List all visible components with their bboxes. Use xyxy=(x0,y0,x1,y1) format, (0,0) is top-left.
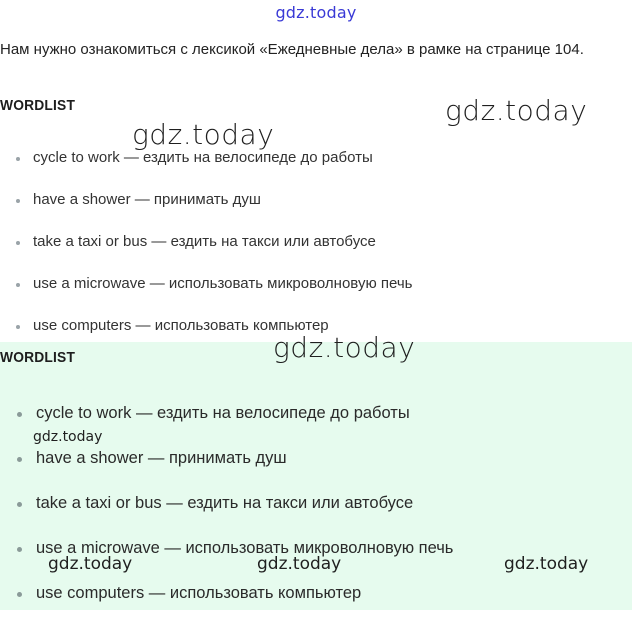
list-item: cycle to work — ездить на велосипеде до работы xyxy=(0,400,632,445)
list-item: take a taxi or bus — ездить на такси или автобусе xyxy=(0,490,632,535)
watermark: gdz.today xyxy=(33,429,103,445)
watermark: gdz.today xyxy=(504,554,589,574)
list-item: use a microwave — использовать микроволновую печь xyxy=(0,272,632,314)
watermark: gdz.today xyxy=(48,554,133,574)
list-item: have a shower — принимать душ xyxy=(0,188,632,230)
watermark: gdz.today xyxy=(273,331,416,364)
list-item: use computers — использовать компьютер xyxy=(0,580,632,625)
watermark: gdz.today xyxy=(445,94,588,127)
intro-paragraph: Нам нужно ознакомиться с лексикой «Ежедневные дела» в рамке на странице 104. xyxy=(0,41,584,58)
list-item: use computers — использовать компьютер xyxy=(0,314,632,356)
site-logo[interactable]: gdz.today xyxy=(275,3,357,22)
wordlist xyxy=(0,146,632,356)
watermark: gdz.today xyxy=(132,118,275,151)
wordlist-heading: WORDLIST xyxy=(0,97,76,114)
list-item: take a taxi or bus — ездить на такси или автобусе xyxy=(0,230,632,272)
list-item: have a shower — принимать душ xyxy=(0,445,632,490)
list-item: cycle to work — ездить на велосипеде до работы xyxy=(0,146,632,188)
watermark: gdz.today xyxy=(257,554,342,574)
list-item: use a microwave — использовать микроволновую печь xyxy=(0,535,632,580)
wordlist-heading: WORDLIST xyxy=(0,349,76,366)
